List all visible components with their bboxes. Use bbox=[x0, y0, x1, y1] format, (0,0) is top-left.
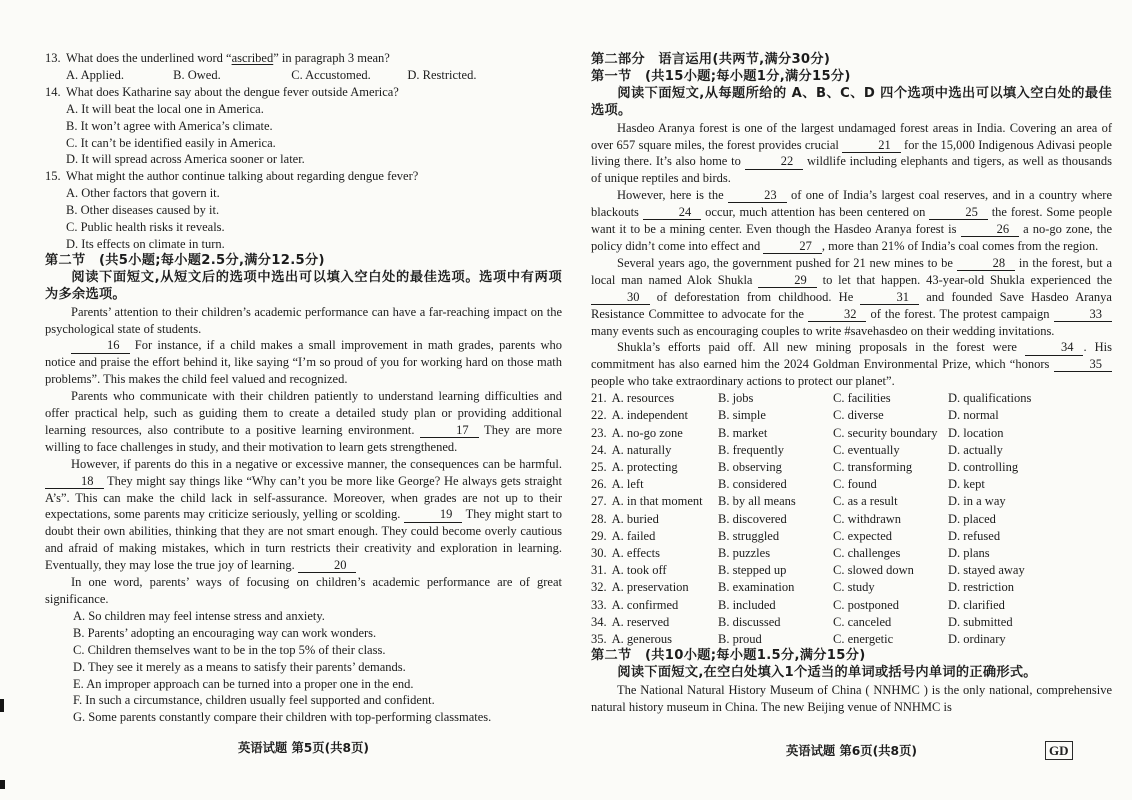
page-6-footer: 英语试题 第6页(共8页) bbox=[785, 744, 917, 758]
question-15 bbox=[45, 168, 562, 253]
option-b: B. discussed bbox=[718, 614, 781, 629]
item-number: 31. bbox=[591, 563, 607, 578]
option-a: A. preservation bbox=[611, 580, 689, 595]
blank-21: 21 bbox=[842, 139, 901, 153]
item-number: 29. bbox=[591, 528, 607, 543]
option-b: B. simple bbox=[718, 408, 766, 423]
option-a: A. naturally bbox=[611, 442, 672, 457]
blank-18: 18 bbox=[45, 475, 104, 489]
option-d: D. location bbox=[948, 425, 1004, 440]
option-a: A. left bbox=[611, 477, 644, 492]
option-d: D. plans bbox=[948, 545, 990, 560]
option-c: C. found bbox=[833, 477, 877, 492]
option-row-25 bbox=[591, 459, 1112, 476]
option-c: C. eventually bbox=[833, 442, 900, 457]
blank-23: 23 bbox=[728, 189, 787, 203]
option-b: B. puzzles bbox=[718, 545, 771, 560]
question-number: 13. bbox=[45, 51, 61, 65]
section-1-instructions: 阅读下面短文,从每题所给的 A、B、C、D 四个选项中选出可以填入空白处的最佳选项。 bbox=[591, 85, 1112, 118]
option-b: B. Owed. bbox=[173, 67, 221, 82]
passage-paragraph: Parents’ attention to their children’s academic performance can have a far-reaching impact on the psychological state of students. bbox=[45, 304, 562, 336]
blank-35: 35 bbox=[1054, 358, 1113, 372]
scan-artifact bbox=[0, 699, 4, 712]
item-number: 33. bbox=[591, 597, 607, 612]
section-2-heading: 第二节 (共5小题;每小题2.5分,满分12.5分) bbox=[45, 252, 325, 268]
blank-19: 19 bbox=[404, 508, 463, 522]
passage-paragraph: Parents who communicate with their children patiently to understand learning difficulties and offer practical help, such as guiding them to create a detailed study plan or providing additional learning resources, also contribute to a positive learning environment. 17 They are more willing to face challenges in study, and their motivation to learn gets strengthened. bbox=[45, 389, 562, 454]
passage-paragraph: 16 For instance, if a child makes a small improvement in math grades, parents who notice and praise the effort behind it, like saying “I’m so proud of you for working hard on those math problems”. This makes the child feel valued and recognized. bbox=[45, 338, 562, 387]
blank-22: 22 bbox=[745, 155, 804, 169]
blank-27: 27 bbox=[763, 240, 822, 254]
choice-d: D. They see it merely as a means to satisfy their parents’ demands. bbox=[73, 659, 406, 674]
option-a: A. independent bbox=[611, 408, 688, 423]
question-stem bbox=[45, 168, 562, 185]
option-a: A. effects bbox=[611, 545, 660, 560]
item-number: 21. bbox=[591, 391, 607, 406]
choice-a: A. So children may feel intense stress and anxiety. bbox=[73, 608, 325, 623]
question-text: What might the author continue talking about regarding dengue fever? bbox=[66, 169, 419, 184]
cloze-paragraph: Several years ago, the government pushed for 21 new mines to be 28 in the forest, but a local man named Alok Shukla 29 to let that happen. 43-year-old Shukla experienced the 30 of deforestation from childhood. He 31 and founded Save Hasdeo Aranya Resistance Committee to advocate for the 32 of the forest. The protest campaign 33 many events such as encouraging couples to write #savehasdeo on their wedding invitations. bbox=[591, 255, 1113, 338]
choice-f: F. In such a circumstance, children usually feel supported and confident. bbox=[73, 693, 435, 708]
question-number: 14. bbox=[45, 84, 61, 99]
blank-26: 26 bbox=[961, 223, 1020, 237]
option-row-22 bbox=[591, 407, 1112, 424]
item-number: 28. bbox=[591, 511, 607, 526]
question-stem bbox=[45, 84, 562, 101]
scan-artifact bbox=[0, 780, 5, 789]
question-text: What does the underlined word “ascribed” in paragraph 3 mean? bbox=[66, 51, 390, 65]
item-number: 27. bbox=[591, 494, 607, 509]
option-row-23 bbox=[591, 425, 1112, 442]
option-c: C. withdrawn bbox=[833, 511, 902, 526]
item-number: 32. bbox=[591, 580, 607, 595]
blank-16: 16 bbox=[71, 339, 130, 353]
option-b: B. stepped up bbox=[718, 563, 787, 578]
blank-25: 25 bbox=[929, 206, 988, 220]
option-b: B. examination bbox=[718, 580, 795, 595]
part-2-heading: 第二部分 语言运用(共两节,满分30分) bbox=[591, 52, 831, 67]
options-stack bbox=[45, 101, 562, 169]
option-row-33 bbox=[591, 597, 1112, 614]
option-a: A. Other factors that govern it. bbox=[66, 186, 220, 201]
option-b: B. struggled bbox=[718, 528, 780, 543]
choice-e: E. An improper approach can be turned into a proper one in the end. bbox=[73, 676, 414, 691]
option-c: C. security boundary bbox=[833, 425, 938, 440]
option-row-34 bbox=[591, 614, 1112, 631]
option-c: C. canceled bbox=[833, 614, 892, 629]
option-a: A. protecting bbox=[611, 459, 678, 474]
option-d: D. kept bbox=[948, 477, 985, 492]
option-d: D. submitted bbox=[948, 614, 1013, 629]
option-b: B. observing bbox=[718, 459, 782, 474]
option-b: B. Other diseases caused by it. bbox=[66, 203, 220, 218]
option-c: C. postponed bbox=[833, 597, 899, 612]
section-2-instructions: 阅读下面短文,在空白处填入1个适当的单词或括号内单词的正确形式。 bbox=[617, 665, 1037, 681]
option-d: D. Its effects on climate in turn. bbox=[66, 236, 225, 251]
item-number: 22. bbox=[591, 408, 607, 423]
blank-31: 31 bbox=[860, 291, 919, 305]
section-2-instructions: 阅读下面短文,从短文后的选项中选出可以填入空白处的最佳选项。选项中有两项为多余选项。 bbox=[45, 269, 562, 302]
choice-b: B. Parents’ adopting an encouraging way can work wonders. bbox=[73, 625, 377, 640]
option-b: B. included bbox=[718, 597, 776, 612]
passage-paragraph: However, if parents do this in a negative or excessive manner, the consequences can be harmful. 18 They might say things like “Why can’t you be more like George? He always gets straight A’s”. This can make the child lack in self-assurance. Moreover, when grades are not up to their expectations, some parents may criticize seriously, yelling or scolding. 19 They might start to doubt their own abilities, thinking that they are not smart enough. They could become overly cautious and afraid of making mistakes, which in turn restricts their creativity and exploration in learning. Eventually, they may lose the true joy of learning. 20 bbox=[45, 456, 563, 573]
options-row bbox=[45, 67, 562, 84]
cloze-option-table bbox=[591, 390, 1112, 648]
option-d: D. actually bbox=[948, 442, 1003, 457]
option-a: A. in that moment bbox=[611, 494, 703, 509]
option-a: A. generous bbox=[611, 631, 673, 646]
item-number: 26. bbox=[591, 477, 607, 492]
blank-24: 24 bbox=[643, 206, 702, 220]
blank-33: 33 bbox=[1054, 308, 1113, 322]
option-a: A. confirmed bbox=[611, 597, 679, 612]
option-a: A. no-go zone bbox=[611, 425, 683, 440]
option-c: C. Accustomed. bbox=[291, 67, 371, 82]
cloze-paragraph: Hasdeo Aranya forest is one of the largest undamaged forest areas in India. Covering an area of over 657 square miles, the forest provides crucial 21 for the 15,000 Indigenous Adivasi people living there. It’s also home to 22 wildlife including elephants and tigers, as well as thousands of unique reptiles and birds. bbox=[591, 120, 1112, 186]
option-row-28 bbox=[591, 511, 1112, 528]
options-stack bbox=[45, 185, 562, 253]
option-d: D. It will spread across America sooner or later. bbox=[66, 152, 305, 167]
choice-list bbox=[45, 608, 562, 726]
item-number: 24. bbox=[591, 442, 607, 457]
option-c: C. as a result bbox=[833, 494, 898, 509]
section-2-heading: 第二节 (共10小题;每小题1.5分,满分15分) bbox=[591, 648, 866, 664]
blank-20: 20 bbox=[298, 559, 357, 573]
option-c: C. study bbox=[833, 580, 875, 595]
item-number: 25. bbox=[591, 459, 607, 474]
option-c: C. It can’t be identified easily in America. bbox=[66, 135, 276, 150]
option-row-31 bbox=[591, 562, 1112, 579]
choice-c: C. Children themselves want to be in the top 5% of their class. bbox=[73, 642, 386, 657]
question-13 bbox=[45, 50, 562, 84]
item-number: 30. bbox=[591, 545, 607, 560]
item-number: 34. bbox=[591, 614, 607, 629]
option-d: D. refused bbox=[948, 528, 1001, 543]
option-c: C. diverse bbox=[833, 408, 884, 423]
option-c: C. Public health risks it reveals. bbox=[66, 220, 225, 235]
page-5-column bbox=[45, 50, 562, 726]
option-row-21 bbox=[591, 390, 1112, 407]
option-a: A. It will beat the local one in America. bbox=[66, 101, 264, 116]
option-d: D. in a way bbox=[948, 494, 1006, 509]
gapfill-paragraph: The National Natural History Museum of China ( NNHMC ) is the only national, comprehensive natural history museum in China. The new Beijing venue of NNHMC is bbox=[591, 682, 1112, 714]
item-number: 35. bbox=[591, 631, 607, 646]
option-c: C. challenges bbox=[833, 545, 901, 560]
page-6-column bbox=[591, 52, 1112, 716]
option-a: A. Applied. bbox=[66, 67, 124, 82]
option-c: C. transforming bbox=[833, 459, 913, 474]
item-number: 23. bbox=[591, 425, 607, 440]
blank-17: 17 bbox=[420, 424, 479, 438]
option-row-24 bbox=[591, 442, 1112, 459]
option-row-35 bbox=[591, 631, 1112, 648]
option-b: B. proud bbox=[718, 631, 762, 646]
option-b: B. discovered bbox=[718, 511, 787, 526]
option-a: A. failed bbox=[611, 528, 656, 543]
blank-28: 28 bbox=[957, 257, 1016, 271]
passage-paragraph: In one word, parents’ ways of focusing on children’s academic performance are of great significance. bbox=[45, 575, 562, 606]
option-d: D. stayed away bbox=[948, 563, 1025, 578]
option-b: B. market bbox=[718, 425, 768, 440]
question-number: 15. bbox=[45, 169, 61, 184]
blank-34: 34 bbox=[1025, 341, 1084, 355]
question-14 bbox=[45, 84, 562, 169]
page-5-footer: 英语试题 第5页(共8页) bbox=[237, 741, 369, 755]
option-row-26 bbox=[591, 476, 1112, 493]
question-text: What does Katharine say about the dengue fever outside America? bbox=[66, 84, 399, 99]
option-b: B. by all means bbox=[718, 494, 796, 509]
option-a: A. reserved bbox=[611, 614, 670, 629]
option-row-29 bbox=[591, 528, 1112, 545]
option-row-30 bbox=[591, 545, 1112, 562]
cloze-paragraph: Shukla’s efforts paid off. All new mining proposals in the forest were 34 . His commitment has also earned him the 2024 Goldman Environmental Prize, which “honors 35 people who take extraordinary actions to protect our planet”. bbox=[591, 340, 1112, 389]
option-d: D. Restricted. bbox=[407, 67, 477, 82]
option-b: B. jobs bbox=[718, 391, 754, 406]
option-a: A. resources bbox=[611, 391, 675, 406]
option-a: A. buried bbox=[611, 511, 659, 526]
option-b: B. frequently bbox=[718, 442, 784, 457]
blank-32: 32 bbox=[808, 308, 867, 322]
option-d: D. normal bbox=[948, 408, 999, 423]
option-d: D. restriction bbox=[948, 580, 1014, 595]
option-d: D. qualifications bbox=[948, 391, 1032, 406]
option-a: A. took off bbox=[611, 563, 667, 578]
option-d: D. clarified bbox=[948, 597, 1005, 612]
cloze-paragraph: However, here is the 23 of one of India’s largest coal reserves, and in a country where blackouts 24 occur, much attention has been centered on 25 the forest. Some people want it to be a mining center. Even though the Hasdeo Aranya forest is 26 a no-go zone, the policy didn’t come into effect and 27 , more than 21% of India’s coal comes from the region. bbox=[591, 188, 1112, 253]
option-row-32 bbox=[591, 579, 1112, 596]
blank-29: 29 bbox=[758, 274, 817, 288]
option-d: D. controlling bbox=[948, 459, 1019, 474]
blank-30: 30 bbox=[591, 291, 650, 305]
option-c: C. expected bbox=[833, 528, 893, 543]
option-c: C. slowed down bbox=[833, 563, 914, 578]
option-b: B. considered bbox=[718, 477, 787, 492]
section-1-heading: 第一节 (共15小题;每小题1分,满分15分) bbox=[591, 68, 851, 84]
option-c: C. facilities bbox=[833, 391, 891, 406]
option-c: C. energetic bbox=[833, 631, 894, 646]
question-stem bbox=[45, 50, 562, 67]
option-b: B. It won’t agree with America’s climate. bbox=[66, 118, 273, 133]
option-d: D. ordinary bbox=[948, 631, 1006, 646]
option-d: D. placed bbox=[948, 511, 996, 526]
corner-mark-gd: GD bbox=[1045, 741, 1073, 760]
option-row-27 bbox=[591, 493, 1112, 510]
choice-g: G. Some parents constantly compare their children with top-performing classmates. bbox=[73, 710, 492, 725]
